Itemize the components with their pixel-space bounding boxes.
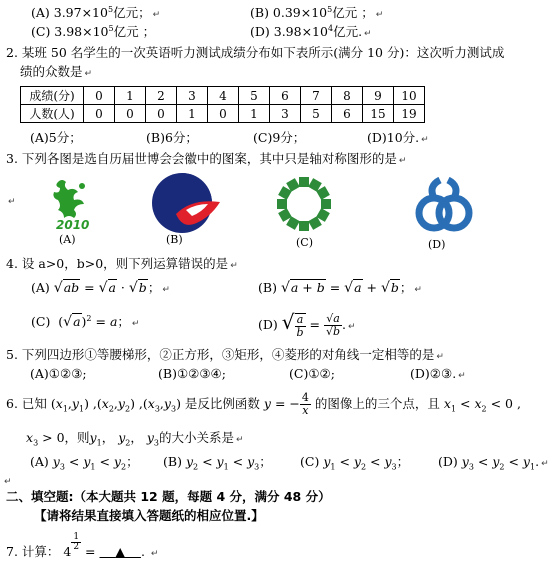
- table-cell: 4: [208, 87, 239, 105]
- table-cell: 6: [270, 87, 301, 105]
- q6-text-line1: 6. 已知 $(x_1,y_1)$ $,(x_2,y_2)$ $,(x_3,y_3)$ 是反比例函数 y = − $\frac{4}{x}$ 的图像上的三个点，且 $x_1 < x_2 < 0$ ,: [6, 391, 521, 417]
- q1-option-d: (D) $3.98\times 10^4$亿元. ↵: [250, 23, 372, 39]
- table-cell: 10: [394, 87, 425, 105]
- q6-option-c: (C) $y_1 < y_2 < y_3$；: [300, 454, 410, 472]
- table-cell: 2: [146, 87, 177, 105]
- logo-c-block: [321, 199, 331, 209]
- table-cell: 5: [301, 105, 332, 123]
- table-header-count: 人数(人): [21, 105, 84, 123]
- q5-option-d: (D)②③. ↵: [410, 366, 466, 381]
- q1-option-a: (A) $3.97\times 10^5$亿元； ↵: [31, 4, 161, 20]
- logo-c-block: [277, 199, 287, 209]
- q1-option-b: (B) $0.39\times 10^5$亿元 ； ↵: [250, 4, 384, 20]
- table-cell: 3: [177, 87, 208, 105]
- table-cell: 1: [115, 87, 146, 105]
- q5-option-c: (C)①②;: [289, 366, 335, 381]
- q2-option-a: (A)5分；: [30, 130, 82, 145]
- score-table: [20, 86, 425, 123]
- answer-mark: ▲: [115, 544, 126, 559]
- q6-option-a: (A) $y_3 < y_1 < y_2$；: [30, 454, 139, 472]
- section-subtitle: 【请将结果直接填入答题纸的相应位置.】: [34, 508, 264, 523]
- q3-label-c: (C): [296, 236, 313, 249]
- q4-option-b: (B) √a + b = √a + √b； ↵: [258, 280, 422, 296]
- q5-option-a: (A)①②③;: [30, 366, 87, 381]
- q3-label-d: (D): [428, 238, 446, 251]
- expo-logo-d: [412, 177, 476, 237]
- q6-option-b: (B) $y_2 < y_1 < y_3$；: [163, 454, 272, 472]
- paragraph-mark: ↵: [4, 477, 12, 487]
- table-cell: 15: [363, 105, 394, 123]
- table-cell: 6: [332, 105, 363, 123]
- q2-text-line1: 2. 某班 50 名学生的一次英语听力测试成绩分布如下表所示(满分 10 分)：这次听力测试成: [6, 45, 505, 60]
- table-cell: 5: [239, 87, 270, 105]
- q5-text: 5. 下列四边形①等腰梯形，②正方形，③矩形，④菱形的对角线一定相等的是 ↵: [6, 347, 444, 362]
- table-cell: 9: [363, 87, 394, 105]
- q3-text: 3. 下列各图是选自历届世博会会徽中的图案，其中只是轴对称图形的是 ↵: [6, 151, 407, 166]
- logo-c-block: [299, 177, 309, 187]
- table-cell: 3: [270, 105, 301, 123]
- q2-option-d: (D)10分. ↵: [367, 130, 429, 145]
- table-cell: 7: [301, 87, 332, 105]
- q4-option-d: (D) √ $\frac{a}{b}$ = $\frac{√a}{√b}$ . ↵: [258, 310, 356, 339]
- logo-c-block: [299, 221, 309, 231]
- table-cell: 0: [84, 105, 115, 123]
- q3-label-b: (B): [166, 233, 183, 246]
- table-cell: 19: [394, 105, 425, 123]
- paragraph-mark: ↵: [8, 197, 16, 207]
- q2-text-line2: 绩的众数是 ↵: [20, 64, 93, 79]
- q4-option-c: (C) $(√a)^2 = a$； ↵: [31, 313, 140, 330]
- expo-logo-a: [48, 174, 100, 234]
- table-cell: 0: [146, 105, 177, 123]
- table-cell: 1: [239, 105, 270, 123]
- table-cell: 0: [208, 105, 239, 123]
- q3-label-a: (A): [59, 233, 76, 246]
- table-cell: 8: [332, 87, 363, 105]
- q2-option-c: (C)9分；: [253, 130, 306, 145]
- q4-text: 4. 设 a>0，b>0，则下列运算错误的是 ↵: [6, 256, 238, 271]
- section-title: 二、填空题:（本大题共 12 题，每题 4 分，满分 48 分）: [6, 489, 331, 504]
- expo-logo-b: [146, 172, 222, 234]
- table-row: [21, 87, 425, 105]
- table-cell: 0: [84, 87, 115, 105]
- table-cell: 1: [177, 105, 208, 123]
- q5-option-b: (B)①②③④;: [158, 366, 226, 381]
- q4-option-a: (A) √ab = √a · √b； ↵: [31, 280, 170, 296]
- q6-option-d: (D) $y_3 < y_2 < y_1$. ↵: [438, 454, 549, 472]
- table-row: [21, 105, 425, 123]
- q2-option-b: (B)6分；: [146, 130, 198, 145]
- expo-logo-a-text: 2010: [56, 218, 90, 232]
- table-header-score: 成绩(分): [21, 87, 84, 105]
- table-cell: 0: [115, 105, 146, 123]
- q6-text-line2: $x_3 > 0$，则$y_1$， $y_2$， $y_3$的大小关系是 ↵: [26, 430, 244, 448]
- expo-logo-c: [274, 174, 334, 234]
- q1-option-c: (C) $3.98\times 10^5$亿元 ；: [31, 23, 156, 39]
- q7-text: 7. 计算： 4 $\frac{1}{2}$ = ▲ . ↵: [6, 532, 159, 559]
